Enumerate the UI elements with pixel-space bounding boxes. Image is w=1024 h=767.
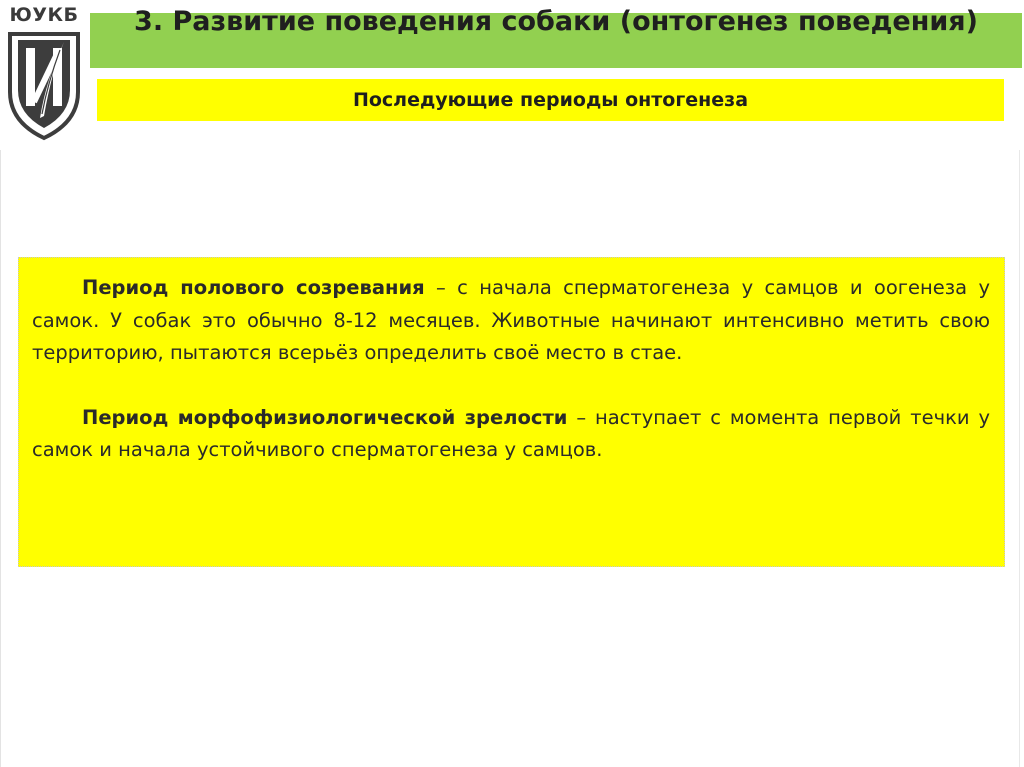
text-puberty: – с начала сперматогенеза у самцов и оогенеза у самок. У собак это обычно 8-12 месяцев. Животные начинают интенсивно метить свою территорию, пытаются всерьёз определить своё место в стае.	[32, 276, 990, 364]
logo	[0, 0, 88, 148]
subtitle: Последующие периоды онтогенеза	[352, 89, 749, 111]
logo-text: ЮУКБ	[9, 4, 79, 26]
paragraph-puberty	[32, 272, 990, 370]
content-box	[18, 257, 1005, 567]
subtitle-bar	[97, 79, 1004, 121]
left-border-line	[0, 150, 1, 767]
quill-shield-icon	[6, 30, 82, 142]
term-maturity: Период морфофизиологической зрелости	[82, 405, 568, 429]
right-border-line	[1019, 150, 1020, 767]
term-puberty: Период полового созревания	[82, 276, 425, 299]
paragraph-maturity	[32, 402, 990, 467]
page-title: 3. Развитие поведения собаки (онтогенез поведения)	[134, 6, 978, 37]
text-maturity: – наступает с момента первой течки у самок и начала устойчивого сперматогенеза у самцов.	[32, 405, 991, 461]
